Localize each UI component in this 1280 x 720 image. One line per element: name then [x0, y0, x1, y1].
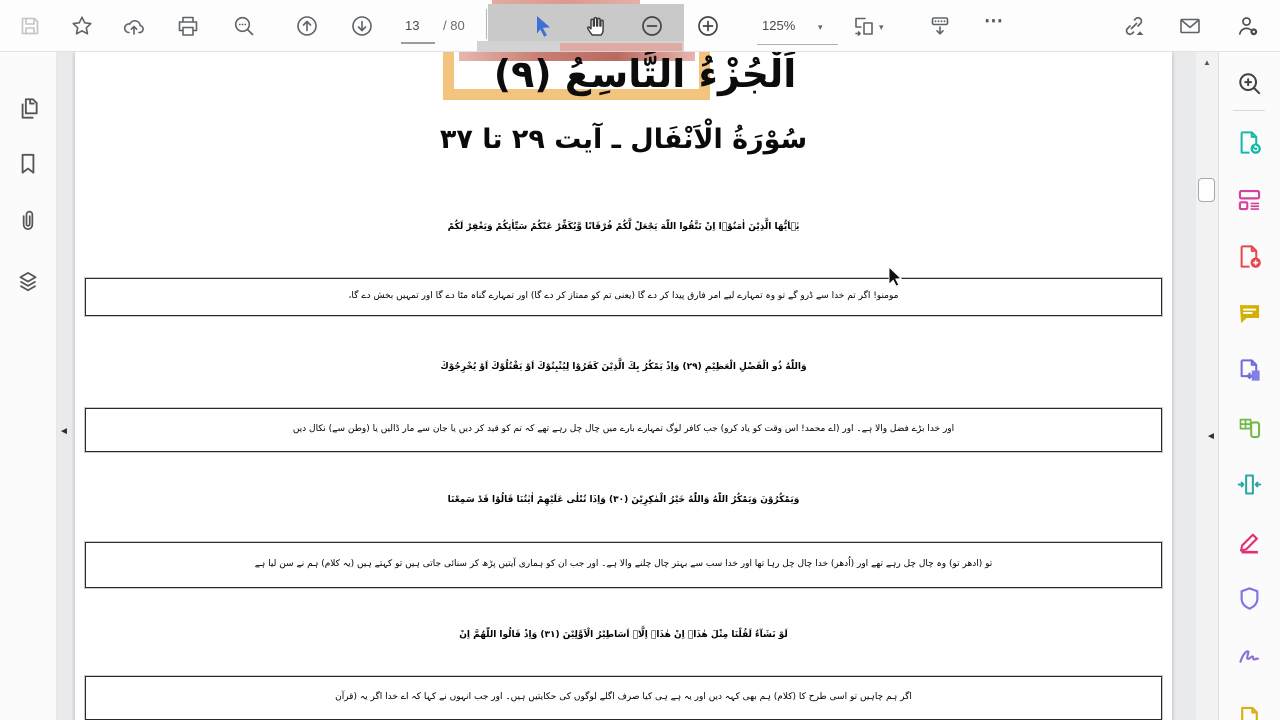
- toolbar-separator: [486, 9, 487, 39]
- export-pdf-icon[interactable]: [1236, 357, 1263, 384]
- page-up-icon[interactable]: [295, 14, 319, 38]
- right-tools-sidebar: [1218, 52, 1280, 720]
- zoom-level-value[interactable]: 125%: [762, 18, 796, 33]
- attachment-icon[interactable]: [15, 208, 41, 234]
- collapse-toolbar-icon[interactable]: [928, 14, 952, 38]
- urdu-translation-box: اور خدا بڑے فضل والا ہے۔ اور (اے محمد! اس وقت کو یاد کرو) جب کافر لوگ تمہارے بارے میں چال چل رہے تھے کہ تم کو قید کر دیں یا جان سے مار ڈالیں یا (وطن سے) نکال دیں: [85, 408, 1162, 452]
- zoom-out-icon[interactable]: [640, 14, 664, 38]
- pdf-page: [75, 52, 1172, 720]
- edit-pdf-icon[interactable]: [1236, 528, 1263, 555]
- document-viewport[interactable]: [57, 52, 1196, 720]
- rail-divider: [1233, 110, 1265, 111]
- zoom-underline: [757, 44, 838, 45]
- form-icon[interactable]: [1236, 704, 1263, 720]
- page-number-input[interactable]: 13: [405, 18, 420, 33]
- protect-pdf-icon[interactable]: [1236, 585, 1263, 612]
- page-number-underline: [401, 42, 435, 44]
- page-total-label: / 80: [443, 18, 465, 33]
- compress-pdf-icon[interactable]: [1236, 471, 1263, 498]
- scrollbar-thumb[interactable]: [1198, 178, 1215, 202]
- vertical-scrollbar[interactable]: [1196, 52, 1218, 720]
- arabic-verse-line: يٰۤاَيُّهَا الَّذِيْنَ اٰمَنُوْۤا اِنْ تَتَّقُوا اللّٰهَ يَجْعَلْ لَّكُمْ فُرْقَانًا وَّيُكَفِّرْ عَنْكُمْ سَيِّاٰتِكُمْ وَيَغْفِرْ لَكُمْ: [447, 222, 800, 232]
- star-icon[interactable]: [70, 14, 94, 38]
- arabic-verse-line: وَيَمْكُرُوْنَ وَيَمْكُرُ اللّٰهُ وَاللّٰهُ خَيْرُ الْمٰكِرِيْنَ (۳۰) وَاِذَا تُتْلٰى عَلَيْهِمْ اٰيٰتُنَا قَالُوْا قَدْ سَمِعْنَا: [447, 495, 800, 505]
- convert-pdf-icon[interactable]: [1236, 129, 1263, 156]
- person-gear-icon[interactable]: [1236, 14, 1260, 38]
- sign-pdf-icon[interactable]: [1236, 642, 1263, 669]
- top-toolbar: [0, 0, 1280, 52]
- organize-pages-icon[interactable]: [1236, 186, 1263, 213]
- juz-header-calligraphy: اَلْجُزْءُ التَّاسِعُ (۹): [493, 52, 797, 96]
- mouse-cursor: [888, 266, 906, 288]
- urdu-translation-box: تو (ادھر تو) وہ چال چل رہے تھے اور (اُدھر) خدا چال چل رہا تھا اور خدا سب سے بہتر چال چلنے والا ہے۔ اور جب ان کو ہماری آیتیں پڑھ کر سنائی جاتی ہیں تو کہتے ہیں (یہ کلام) ہم نے سن لیا ہے: [85, 542, 1162, 588]
- search-plus-icon[interactable]: [1236, 70, 1263, 97]
- print-icon[interactable]: [176, 14, 200, 38]
- share-link-icon[interactable]: [1122, 14, 1146, 38]
- more-icon[interactable]: ⋯: [984, 11, 1003, 32]
- bookmark-icon[interactable]: [15, 151, 41, 177]
- arabic-verse-line: لَوْ نَشَآءُ لَقُلْنَا مِثْلَ هٰذَاۤ اِنْ هٰذَاۤ اِلَّاۤ اَسَاطِيْرُ الْاَوَّلِيْنَ (۳۱) وَاِذْ قَالُوا اللّٰهُمَّ اِنْ: [459, 630, 788, 640]
- zoom-in-icon[interactable]: [696, 14, 720, 38]
- right-panel-collapse-icon[interactable]: ◄: [1206, 431, 1216, 442]
- scroll-up-icon[interactable]: ▲: [1203, 58, 1211, 67]
- to-excel-icon[interactable]: [1236, 414, 1263, 441]
- save-icon[interactable]: [18, 14, 42, 38]
- fit-page-icon[interactable]: [852, 14, 876, 38]
- hand-tool-icon[interactable]: [584, 14, 608, 38]
- search-icon[interactable]: [232, 14, 256, 38]
- pages-icon[interactable]: [15, 96, 41, 122]
- page-header-bleed-bottom: [560, 43, 682, 51]
- urdu-translation-box: مومنو! اگر تم خدا سے ڈرو گے تو وہ تمہارے لیے امر فارق پیدا کر دے گا (یعنی تم کو ممتاز کر دے گا) اور تمہارے گناہ مٹا دے گا اور تمہیں بخش دے گا،: [85, 278, 1162, 316]
- create-pdf-icon[interactable]: [1236, 243, 1263, 270]
- arabic-verse-line: وَاللّٰهُ ذُو الْفَضْلِ الْعَظِيْمِ (۲۹) وَاِذْ يَمْكُرُ بِكَ الَّذِيْنَ كَفَرُوْا لِيُثْبِتُوْكَ اَوْ يَقْتُلُوْكَ اَوْ يُخْرِجُوْكَ: [440, 362, 807, 372]
- urdu-translation-box: اگر ہم چاہیں تو اسی طرح کا (کلام) ہم بھی کہہ دیں اور یہ ہے ہی کیا صرف اگلے لوگوں کی حکایتیں ہیں۔ اور جب انہوں نے کہا کہ اے خدا اگر یہ (قرآن: [85, 676, 1162, 720]
- cloud-upload-icon[interactable]: [122, 14, 146, 38]
- left-sidebar: [0, 52, 57, 720]
- surah-heading: سُوْرَةُ الْاَنْفَال ـ آیت ۲۹ تا ۳۷: [439, 124, 808, 155]
- page-down-icon[interactable]: [350, 14, 374, 38]
- layers-icon[interactable]: [15, 268, 41, 294]
- select-cursor-icon[interactable]: [530, 14, 554, 38]
- comment-icon[interactable]: [1236, 300, 1263, 327]
- fit-caret-icon[interactable]: ▾: [879, 22, 884, 32]
- zoom-caret-icon[interactable]: ▾: [818, 22, 823, 32]
- left-panel-collapse-icon[interactable]: ◄: [59, 426, 69, 437]
- email-icon[interactable]: [1178, 14, 1202, 38]
